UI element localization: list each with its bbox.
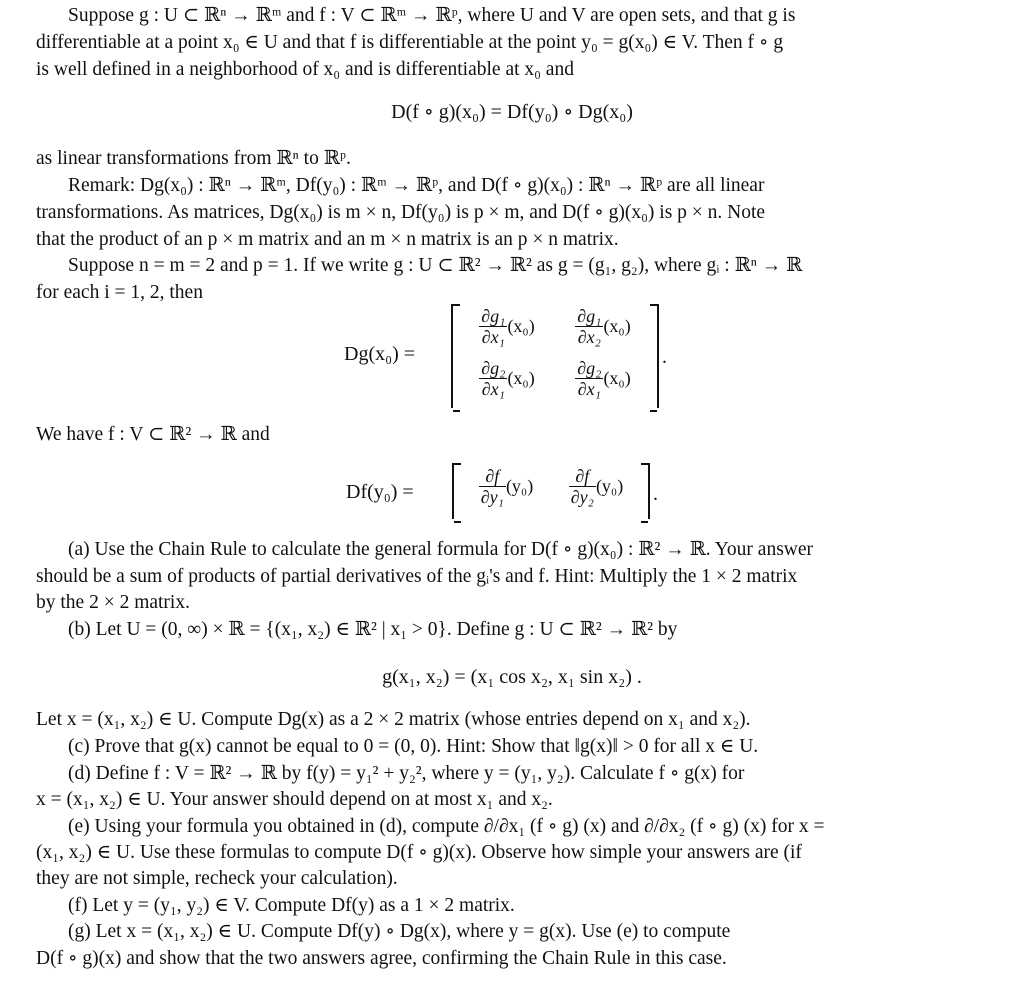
text-line: differentiable at a point x₀ ∈ U and that f is differentiable at the point y₀ = g(x₀) ∈ V. Then f ∘ g bbox=[36, 32, 784, 53]
df-label: Df(y₀) = bbox=[346, 481, 414, 503]
dg-entry-12: $\frac{\text{∂g₁}}{\text{∂x₂}}$ (x₀) bbox=[577, 306, 631, 347]
part-f-line: (f) Let y = (y₁, y₂) ∈ V. Compute Df(y) as a 1 × 2 matrix. bbox=[68, 895, 515, 916]
part-e-line: they are not simple, recheck your calculation). bbox=[36, 868, 398, 889]
df-matrix bbox=[452, 463, 650, 519]
part-e-line: (x₁, x₂) ∈ U. Use these formulas to compute D(f ∘ g)(x). Observe how simple your answers are (if bbox=[36, 842, 802, 863]
part-b-line: Let x = (x₁, x₂) ∈ U. Compute Dg(x) as a 2 × 2 matrix (whose entries depend on x₁ and x₂). bbox=[36, 709, 751, 730]
dg-matrix bbox=[451, 304, 659, 408]
text-line: as linear transformations from ℝⁿ to ℝᵖ. bbox=[36, 148, 351, 169]
part-b-line: (b) Let U = (0, ∞) × ℝ = {(x₁, x₂) ∈ ℝ² | x₁ > 0}. Define g : U ⊂ ℝ² → ℝ² by bbox=[68, 619, 678, 640]
text-line: Suppose n = m = 2 and p = 1. If we write g : U ⊂ ℝ² → ℝ² as g = (g₁, g₂), where gᵢ : ℝⁿ → ℝ bbox=[68, 255, 803, 276]
text-line: Remark: Dg(x₀) : ℝⁿ → ℝᵐ, Df(y₀) : ℝᵐ → ℝᵖ, and D(f ∘ g)(x₀) : ℝⁿ → ℝᵖ are all linear bbox=[68, 175, 765, 196]
text-line: that the product of an p × m matrix and an m × n matrix is an p × n matrix. bbox=[36, 229, 619, 250]
part-a-line: by the 2 × 2 matrix. bbox=[36, 592, 190, 613]
text-line: Suppose g : U ⊂ ℝⁿ → ℝᵐ and f : V ⊂ ℝᵐ → ℝᵖ, where U and V are open sets, and that g is bbox=[68, 5, 796, 26]
df-entry-1: $\frac{\partial f}{\text{∂y₁}}$ (y₀) bbox=[480, 466, 534, 507]
part-a-line: should be a sum of products of partial derivatives of the gᵢ's and f. Hint: Multiply the 1 × 2 matrix bbox=[36, 566, 798, 587]
dg-entry-22: $\frac{\text{∂g₂}}{\text{∂x₁}}$ (x₀) bbox=[577, 358, 631, 399]
text-line: transformations. As matrices, Dg(x₀) is m × n, Df(y₀) is p × m, and D(f ∘ g)(x₀) is p × n. Note bbox=[36, 202, 766, 223]
part-d-line: x = (x₁, x₂) ∈ U. Your answer should depend on at most x₁ and x₂. bbox=[36, 789, 553, 810]
part-a-line: (a) Use the Chain Rule to calculate the general formula for D(f ∘ g)(x₀) : ℝ² → ℝ. Your answer bbox=[68, 539, 814, 560]
part-g-line: D(f ∘ g)(x) and show that the two answers agree, confirming the Chain Rule in this case. bbox=[36, 948, 727, 969]
df-entry-2: $\frac{\partial f}{\text{∂y₂}}$ (y₀) bbox=[570, 466, 624, 507]
part-e-line: (e) Using your formula you obtained in (d), compute ∂/∂x₁ (f ∘ g) (x) and ∂/∂x₂ (f ∘ g) (x) for x = bbox=[68, 816, 825, 837]
part-g-line: (g) Let x = (x₁, x₂) ∈ U. Compute Df(y) ∘ Dg(x), where y = g(x). Use (e) to compute bbox=[68, 921, 731, 942]
text-line: We have f : V ⊂ ℝ² → ℝ and bbox=[36, 424, 270, 445]
dg-label: Dg(x₀) = bbox=[344, 343, 416, 365]
chain-rule-equation: D(f ∘ g)(x₀) = Df(y₀) ∘ Dg(x₀) bbox=[391, 101, 633, 123]
dg-entry-11: $\frac{\text{∂g₁}}{\text{∂x₁}}$ (x₀) bbox=[481, 306, 535, 347]
text-line: for each i = 1, 2, then bbox=[36, 282, 203, 303]
period: . bbox=[662, 346, 667, 368]
part-d-line: (d) Define f : V = ℝ² → ℝ by f(y) = y₁² + y₂², where y = (y₁, y₂). Calculate f ∘ g(x) for bbox=[68, 763, 745, 784]
text-line: is well defined in a neighborhood of x₀ and is differentiable at x₀ and bbox=[36, 59, 574, 80]
part-b-equation: g(x₁, x₂) = (x₁ cos x₂, x₁ sin x₂) . bbox=[382, 666, 642, 688]
period: . bbox=[653, 483, 658, 505]
dg-entry-21: $\frac{\text{∂g₂}}{\text{∂x₁}}$ (x₀) bbox=[481, 358, 535, 399]
part-c-line: (c) Prove that g(x) cannot be equal to 0 = (0, 0). Hint: Show that ‖g(x)‖ > 0 for all x ∈ U. bbox=[68, 736, 759, 757]
